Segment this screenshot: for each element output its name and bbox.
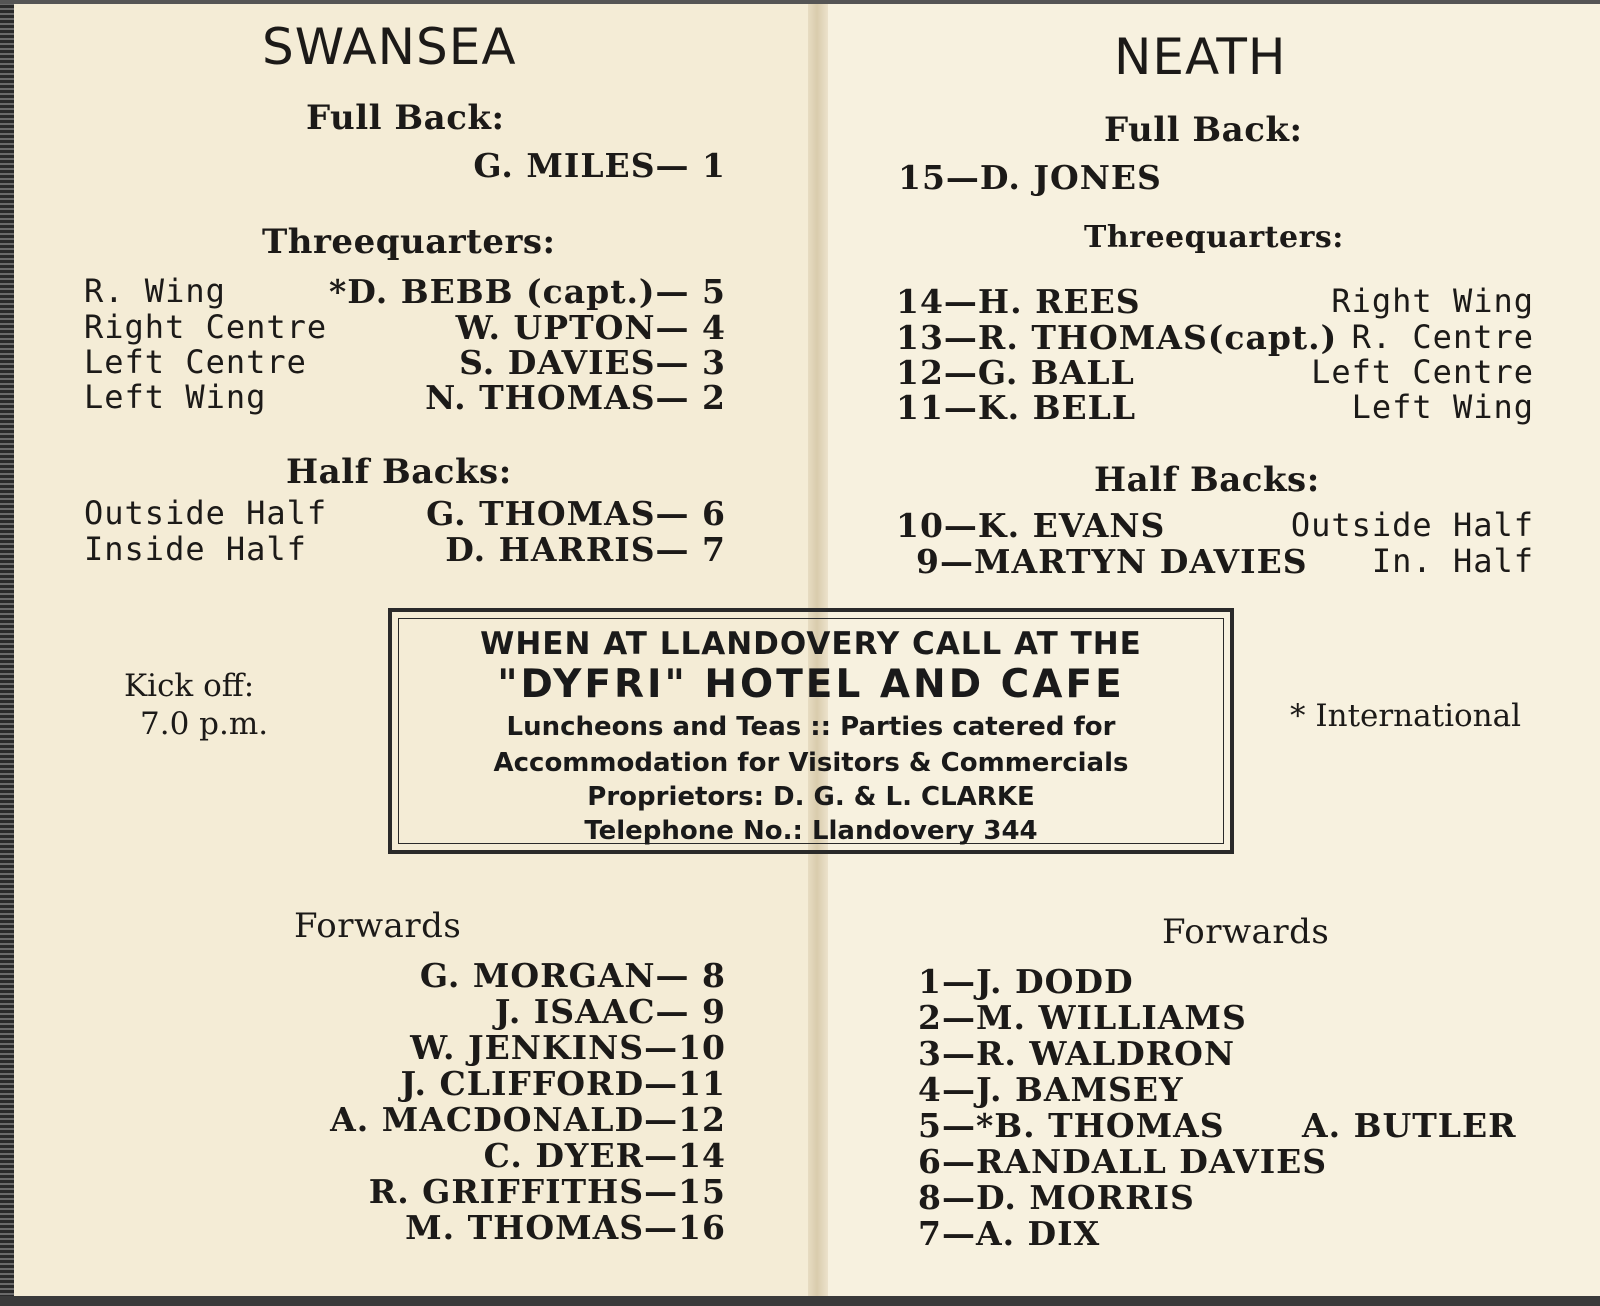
swansea-tq-position: Right Centre: [84, 308, 328, 346]
swansea-hb-player: D. HARRIS— 7: [445, 530, 726, 569]
swansea-tq-position: Left Centre: [84, 343, 307, 381]
swansea-title: SWANSEA: [262, 18, 517, 76]
neath-title: NEATH: [1114, 28, 1287, 86]
swansea-forward: A. MACDONALD—12: [330, 1100, 726, 1139]
swansea-threequarters-heading: Threequarters:: [262, 222, 556, 262]
kickoff-label: Kick off:: [124, 668, 255, 704]
neath-forward: 3—R. WALDRON: [918, 1034, 1236, 1073]
neath-tq-position: R. Centre: [1351, 318, 1534, 356]
neath-forward: 6—RANDALL DAVIES: [918, 1142, 1328, 1181]
neath-forward: 7—A. DIX: [918, 1214, 1101, 1253]
advert-line: WHEN AT LLANDOVERY CALL AT THE: [480, 626, 1142, 662]
swansea-tq-position: Left Wing: [84, 378, 267, 416]
swansea-forward: G. MORGAN— 8: [419, 956, 726, 995]
neath-tq-player: 12—G. BALL: [896, 353, 1135, 392]
neath-hb-player: 9—MARTYN DAVIES: [916, 542, 1308, 581]
neath-half-backs-heading: Half Backs:: [1094, 460, 1320, 500]
swansea-forward: C. DYER—14: [483, 1136, 726, 1175]
swansea-hb-player: G. THOMAS— 6: [426, 494, 726, 533]
neath-forward-alternate: A. BUTLER: [1302, 1106, 1517, 1145]
neath-tq-position: Left Centre: [1311, 353, 1534, 391]
swansea-forward: M. THOMAS—16: [405, 1208, 726, 1247]
telephone-number: Llandovery 344: [811, 816, 1038, 846]
neath-forward: 4—J. BAMSEY: [918, 1070, 1184, 1109]
telephone-label: Telephone No.:: [584, 816, 803, 846]
top-rule: [0, 0, 1600, 4]
neath-full-back-player: 15—D. JONES: [898, 158, 1162, 197]
swansea-forward: R. GRIFFITHS—15: [368, 1172, 726, 1211]
international-note: * International: [1290, 698, 1522, 734]
neath-forward: 8—D. MORRIS: [918, 1178, 1195, 1217]
neath-forward: 1—J. DODD: [918, 962, 1134, 1001]
swansea-full-back-player: G. MILES— 1: [473, 146, 726, 185]
neath-forward: 5—*B. THOMAS: [918, 1106, 1225, 1145]
advert-hotel-name: "DYFRI" HOTEL AND CAFE: [497, 662, 1125, 707]
swansea-full-back-heading: Full Back:: [306, 98, 505, 138]
swansea-tq-player: W. UPTON— 4: [455, 308, 726, 347]
swansea-forward: W. JENKINS—10: [410, 1028, 726, 1067]
neath-tq-position: Right Wing: [1331, 282, 1534, 320]
binding-edge: [0, 0, 14, 1306]
swansea-tq-position: R. Wing: [84, 272, 226, 310]
swansea-half-backs-heading: Half Backs:: [286, 452, 512, 492]
neath-full-back-heading: Full Back:: [1104, 110, 1303, 150]
neath-hb-position: In. Half: [1371, 542, 1534, 580]
kickoff-time: 7.0 p.m.: [140, 706, 269, 742]
bottom-rule: [0, 1296, 1600, 1306]
swansea-tq-player: N. THOMAS— 2: [425, 378, 726, 417]
swansea-forward: J. ISAAC— 9: [494, 992, 726, 1031]
advert-proprietors: Proprietors: D. G. & L. CLARKE: [587, 782, 1035, 812]
advert-line: Luncheons and Teas :: Parties catered for: [506, 712, 1116, 742]
neath-tq-player: 13—R. THOMAS(capt.): [896, 318, 1338, 357]
neath-hb-player: 10—K. EVANS: [896, 506, 1166, 545]
swansea-hb-position: Inside Half: [84, 530, 307, 568]
swansea-tq-player: *D. BEBB (capt.)— 5: [329, 272, 726, 311]
swansea-hb-position: Outside Half: [84, 494, 328, 532]
advert-line: Accommodation for Visitors & Commercials: [493, 748, 1129, 778]
neath-tq-player: 14—H. REES: [896, 282, 1141, 321]
neath-forwards-heading: Forwards: [1162, 912, 1330, 952]
neath-hb-position: Outside Half: [1290, 506, 1534, 544]
neath-tq-player: 11—K. BELL: [896, 388, 1137, 427]
advert-telephone: [392, 816, 1230, 846]
neath-threequarters-heading: Threequarters:: [1084, 220, 1344, 255]
neath-tq-position: Left Wing: [1351, 388, 1534, 426]
swansea-tq-player: S. DAVIES— 3: [459, 343, 726, 382]
swansea-forwards-heading: Forwards: [294, 906, 462, 946]
neath-forward: 2—M. WILLIAMS: [918, 998, 1247, 1037]
hotel-advert: [388, 608, 1234, 854]
swansea-forward: J. CLIFFORD—11: [400, 1064, 726, 1103]
